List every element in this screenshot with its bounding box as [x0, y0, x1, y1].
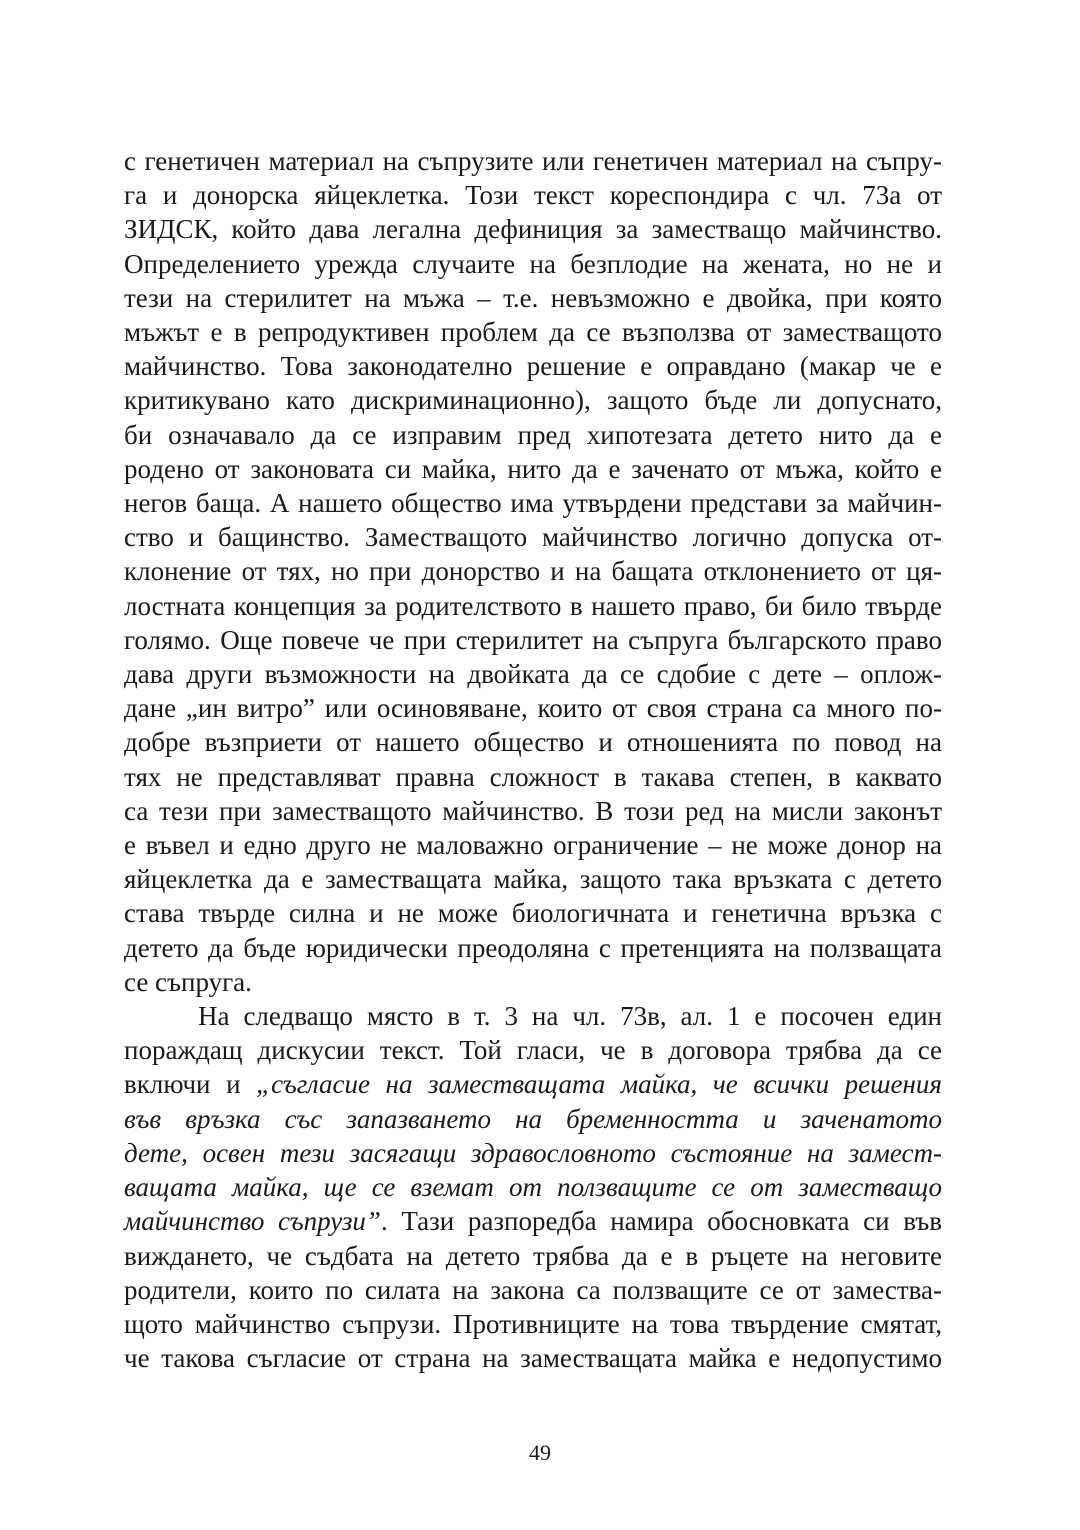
page-number: 49	[529, 1440, 551, 1465]
text-line: щото майчинство съпрузи. Противниците на това твърдение смятат,	[124, 1308, 942, 1339]
text-line: родено от законовата си майка, нито да е заченато от мъжа, който е	[124, 453, 942, 484]
text-line: са тези при заместващото майчинство. В този ред на мисли законът	[124, 795, 942, 826]
text-line: дава други възможности на двойката да се сдобие с дете – оплож-	[124, 659, 942, 690]
text-line: майчинство. Това законодателно решение е оправдано (макар че е	[124, 351, 942, 382]
text-run: включи и	[124, 1069, 257, 1100]
text-line: ЗИДСК, който дава легална дефиниция за заместващо майчинство.	[124, 214, 942, 245]
text-line: родители, които по силата на закона са ползващите се от замества-	[124, 1274, 942, 1305]
text-line: добре възприети от нашето общество и отношенията по повод на	[124, 727, 942, 758]
text-line: тях не представляват правна сложност в такава степен, в каквато	[124, 761, 942, 792]
quoted-text: майчинство съпрузи”	[124, 1206, 381, 1237]
text-line: детето да бъде юридически преодоляна с претенцията на ползващата	[124, 932, 942, 963]
quoted-text: във връзка със запазването на бременността и заченатото	[124, 1103, 942, 1134]
text-line: клонение от тях, но при донорство и на бащата отклонението от ця-	[124, 556, 942, 587]
body-text	[124, 144, 942, 1375]
text-line: лостната концепция за родителството в нашето право, би било твърде	[124, 590, 942, 621]
quoted-text: ващата майка, ще се вземат от ползващите се от заместващо	[124, 1172, 942, 1203]
text-line: яйцеклетка да е заместващата майка, защото така връзката с детето	[124, 864, 942, 895]
paragraph-2	[124, 999, 942, 1375]
text-line: е въвел и едно друго не маловажно ограничение – не може донор на	[124, 830, 942, 861]
paragraph-1	[124, 144, 942, 999]
text-line: мъжът е в репродуктивен проблем да се възползва от заместващото	[124, 317, 942, 348]
text-line: га и донорска яйцеклетка. Този текст кореспондира с чл. 73а от	[124, 180, 942, 211]
text-line	[124, 1067, 942, 1101]
text-line: пораждащ дискусии текст. Той гласи, че в договора трябва да се	[124, 1035, 942, 1066]
text-line: че такова съгласие от страна на заместващата майка е недопустимо	[124, 1343, 942, 1374]
text-line: се съпруга.	[124, 966, 252, 997]
text-line: ство и бащинство. Заместващото майчинство логично допуска от-	[124, 522, 942, 553]
text-line: тези на стерилитет на мъжа – т.е. невъзможно е двойка, при която	[124, 282, 942, 313]
text-line: дане „ин витро” или осиновяване, които от своя страна са много по-	[124, 693, 942, 724]
text-line: негов баща. А нашето общество има утвърдени представи за майчин-	[124, 488, 942, 519]
text-line: Определението урежда случаите на безплодие на жената, но не и	[124, 248, 942, 279]
quoted-text: „съгласие на заместващата майка, че всички решения	[256, 1069, 942, 1100]
text-line: би означавало да се изправим пред хипотезата детето нито да е	[124, 419, 942, 450]
text-line: критикувано като дискриминационно), защото бъде ли допуснато,	[124, 385, 942, 416]
text-line: На следващо място в т. 3 на чл. 73в, ал. 1 е посочен един	[198, 1001, 942, 1032]
text-line: става твърде силна и не може биологичната и генетична връзка с	[124, 898, 942, 929]
quoted-text: дете, освен тези засягащи здравословното състояние на замест-	[124, 1137, 942, 1168]
text-run: . Тази разпоредба намира обосновката си във	[380, 1206, 942, 1237]
text-line: виждането, че съдбата на детето трябва да е в ръцете на неговите	[124, 1240, 942, 1271]
text-line: с генетичен материал на съпрузите или генетичен материал на съпру-	[124, 146, 942, 176]
text-line: голямо. Още повече че при стерилитет на съпруга българското право	[124, 624, 942, 655]
text-line	[124, 1204, 942, 1238]
